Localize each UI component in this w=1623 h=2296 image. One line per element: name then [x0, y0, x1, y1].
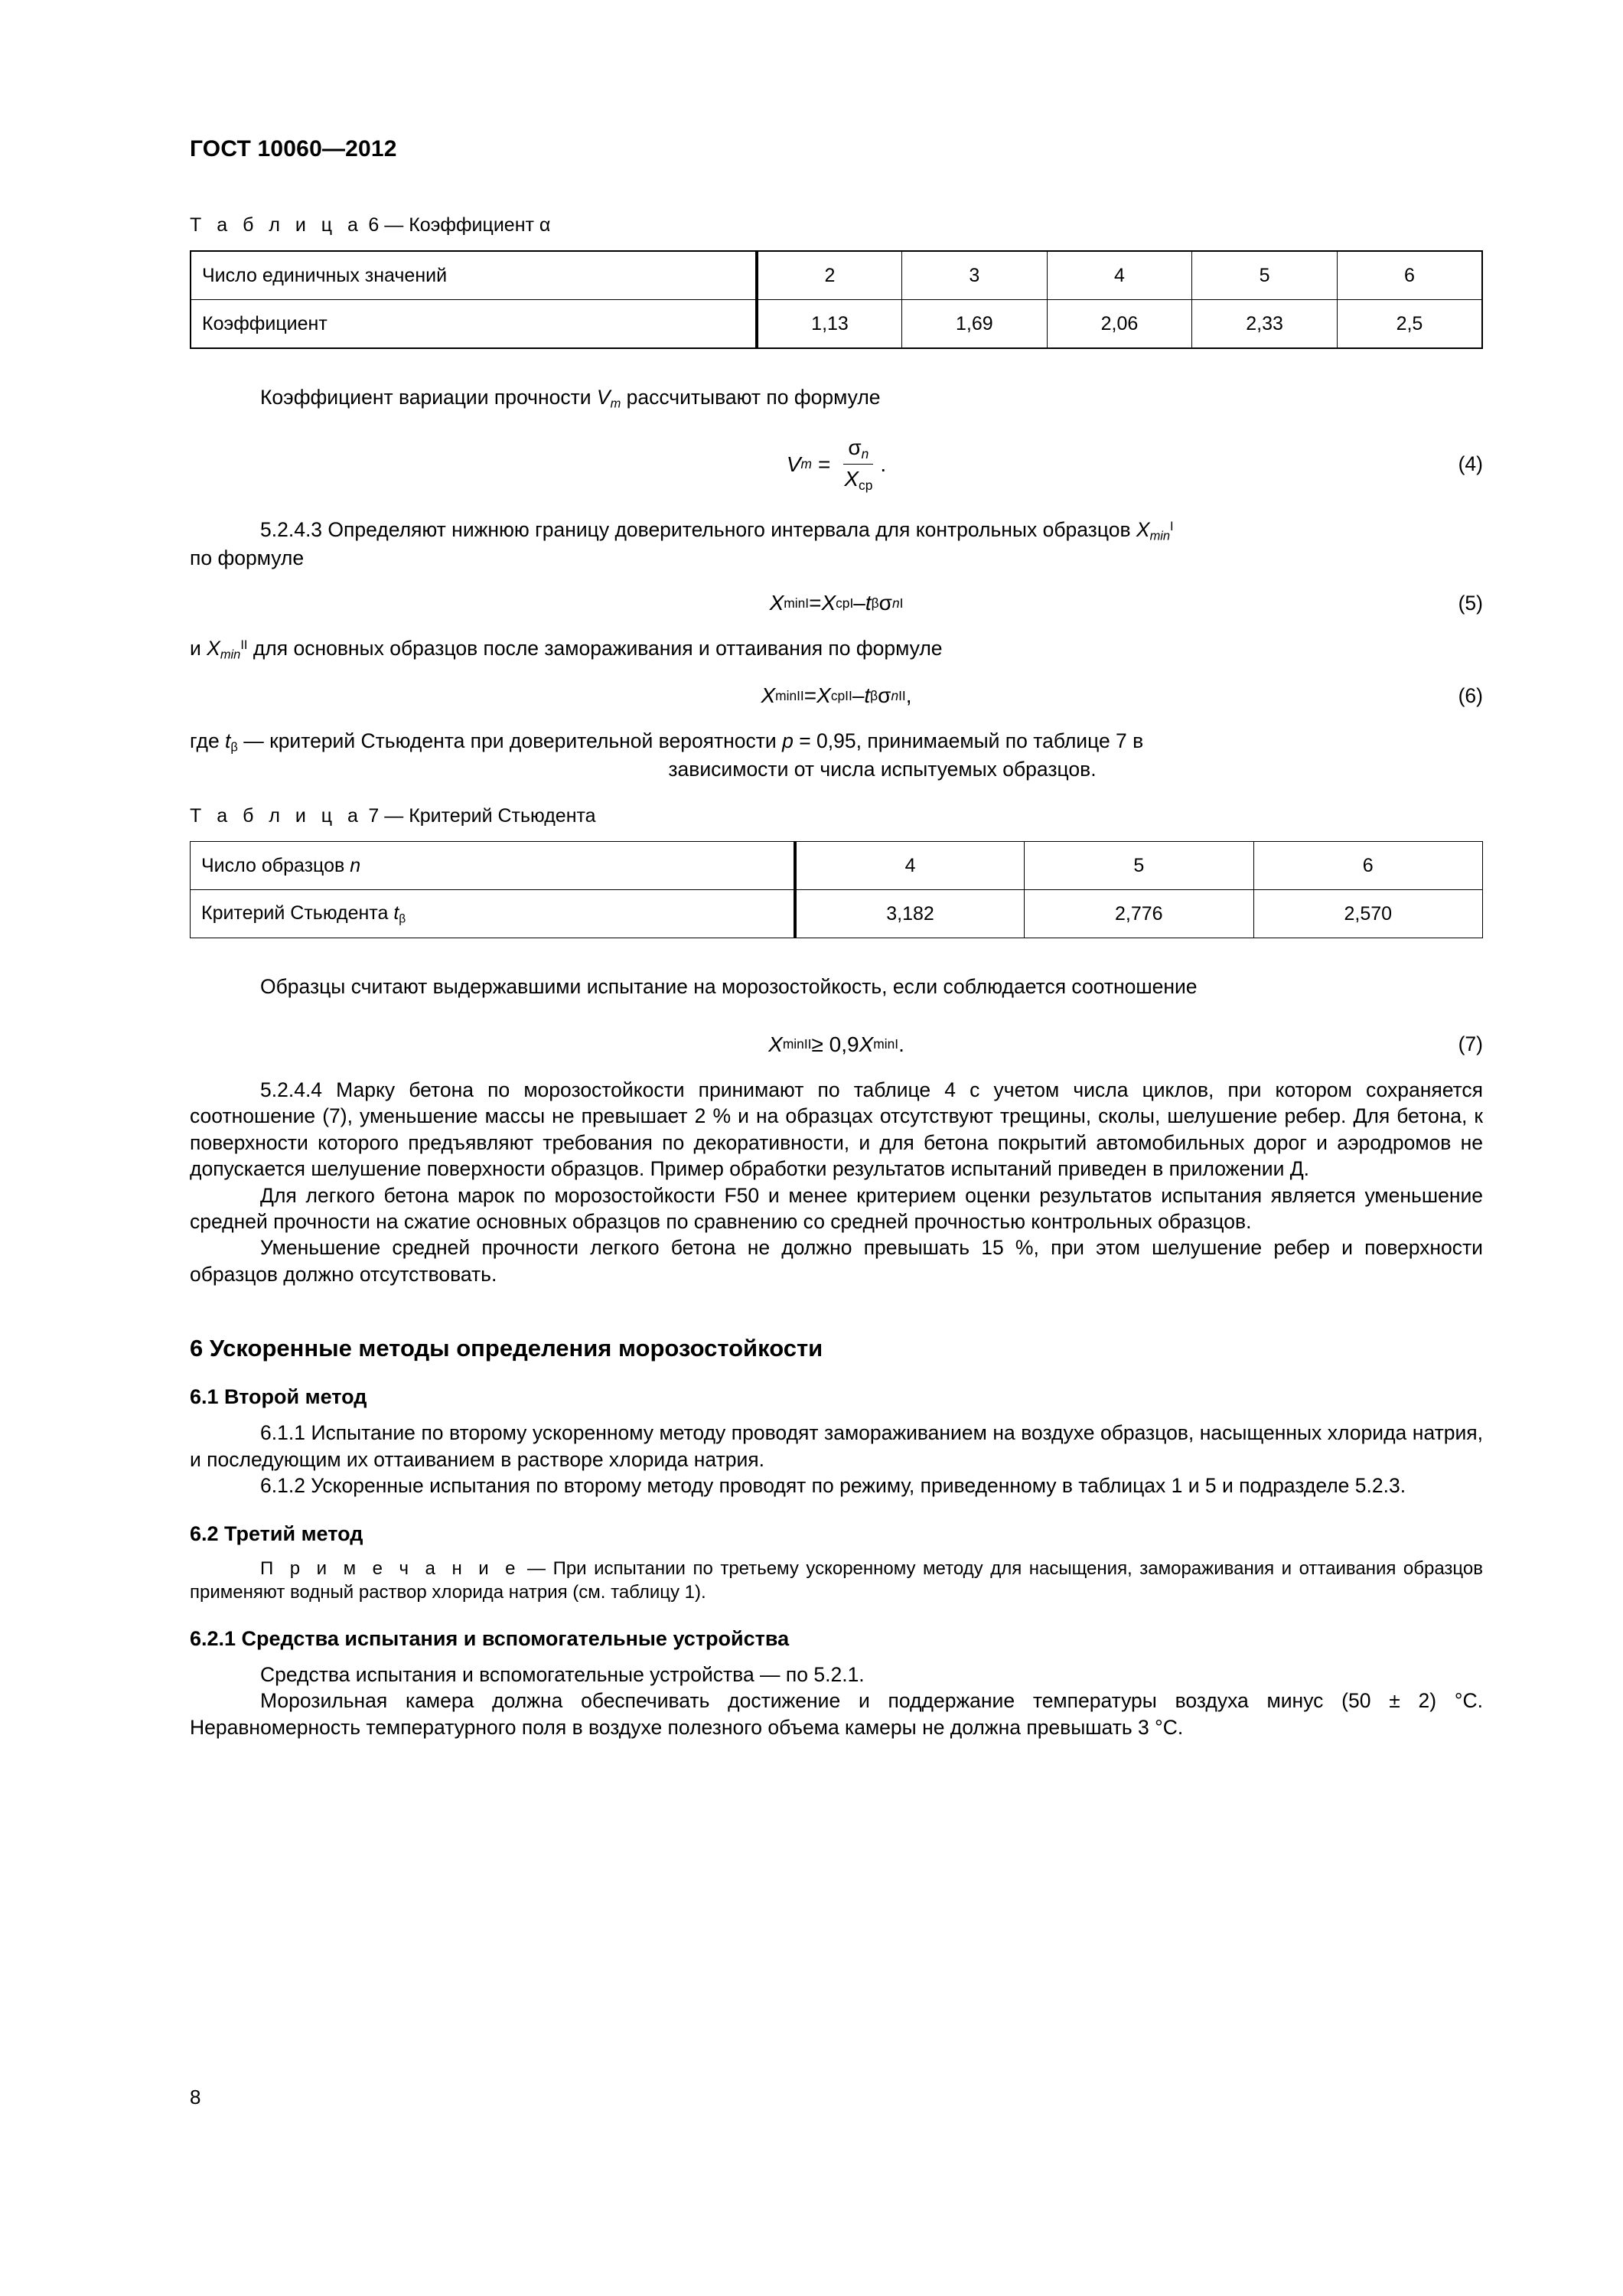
formula5-sigma-sup: I: [899, 595, 904, 611]
formula5-minus: –: [853, 591, 865, 615]
note-text: — При испытании по третьему ускоренному методу для насыщения, замораживания и оттаивания образцов применяют водный раствор хлорида натрия (см. таблицу 1).: [190, 1557, 1483, 1603]
formula7-x1: X: [768, 1032, 783, 1056]
where-text-b: — критерий Стьюдента при доверительной вероятности: [237, 729, 783, 753]
formula5-sigma: σ: [878, 591, 892, 615]
table6-r1-label: Коэффициент: [191, 300, 757, 349]
formula6-x2-sup: II: [845, 687, 852, 703]
paragraph-strength-reduction: Уменьшение средней прочности легкого бетона не должно превышать 15 %, при этом шелушение ребер и поверхности образцов должно отсутствовать.: [190, 1236, 1483, 1286]
table6-r0-c4: 6: [1337, 251, 1482, 300]
pand-x-sub: min: [220, 647, 241, 662]
p5243-symbol-x: [1136, 518, 1174, 541]
table7-caption-rest: 7 — Критерий Стьюдента: [363, 805, 596, 827]
table6-r1-c1: 1,69: [902, 300, 1048, 349]
table7-r1-c1: 2,776: [1025, 890, 1253, 938]
paragraph-6-2-1-means: Средства испытания и вспомогательные устройства — по 5.2.1.: [260, 1663, 865, 1687]
formula6-minus: –: [852, 683, 865, 708]
p5243-x-sub: min: [1149, 529, 1171, 543]
table7-r1-label-italic: t: [393, 902, 399, 924]
table6-caption: [190, 214, 1483, 236]
table-row: [191, 300, 1482, 349]
table6-r0-c1: 3: [902, 251, 1048, 300]
table7-r0-label: [191, 842, 796, 890]
formula4-x: X: [844, 466, 859, 491]
pand-symbol-x: [207, 637, 247, 660]
formula5-x2-sub: ср: [836, 595, 850, 611]
table6-r1-c0: 1,13: [757, 300, 902, 349]
table6-r0-c2: 4: [1047, 251, 1192, 300]
formula6-sigma-sup: II: [898, 687, 906, 703]
paragraph-samples-passed: Образцы считают выдержавшими испытание на морозостойкость, если соблюдается соотношение: [260, 975, 1198, 999]
paragraph-5-2-4-3: [190, 517, 1483, 571]
formula5-x2: X: [821, 591, 836, 615]
formula4-equals: =: [817, 452, 831, 476]
where-symbol-t: t: [225, 729, 231, 753]
formula5-t: t: [865, 591, 872, 615]
p5243-text-a: 5.2.4.3 Определяют нижнюю границу доверительного интервала для контрольных образцов: [260, 517, 1136, 541]
formula5-sigma-sub: n: [891, 595, 900, 611]
formula7-x2-sub: min: [873, 1036, 895, 1052]
formula6-x1: X: [761, 683, 776, 708]
formula4-number: (4): [1458, 452, 1483, 476]
formula6-sigma-sub: n: [891, 687, 899, 703]
note-third-method: [190, 1557, 1483, 1604]
formula7-x2-sup: I: [895, 1036, 899, 1052]
table7-r1-c2: 2,570: [1253, 890, 1482, 938]
formula6-t: t: [864, 683, 871, 708]
table7-r0-c1: 5: [1025, 842, 1253, 890]
table7-r0-c2: 6: [1253, 842, 1482, 890]
table6-r0-c0: 2: [757, 251, 902, 300]
table6-caption-prefix: Т а б л и ц а: [190, 214, 363, 236]
where-text-c: = 0,95, принимаемый по таблице 7 в: [793, 729, 1144, 753]
paragraph-6-2-1-chamber: Морозильная камера должна обеспечивать достижение и поддержание температуры воздуха минус (50 ± 2) °С. Неравномерность температурного поля в воздухе полезного объема камеры не должна превышать 3 °С.: [190, 1689, 1483, 1739]
heading-6-1: 6.1 Второй метод: [190, 1385, 367, 1409]
where-text-a: где: [190, 729, 226, 753]
formula6-sigma: σ: [878, 683, 891, 708]
heading-section-6: 6 Ускоренные методы определения морозостойкости: [190, 1335, 823, 1362]
formula-7: [190, 1023, 1483, 1066]
table6-r1-c3: 2,33: [1192, 300, 1338, 349]
paragraph-light-concrete: Для легкого бетона марок по морозостойкости F50 и менее критерием оценки результатов испытания является уменьшение средней прочности на сжатие основных образцов по сравнению со средней прочностью контрольных образцов.: [190, 1183, 1483, 1234]
where-symbol-t-sub: β: [230, 740, 238, 755]
formula6-t-sub: β: [870, 687, 878, 703]
formula4-sigma-sub: n: [861, 445, 869, 461]
formula-5: [190, 582, 1483, 625]
formula5-x1-sup: I: [805, 595, 810, 611]
formula4-lhs: V: [786, 452, 801, 476]
paragraph-variation-coefficient: [190, 384, 1483, 413]
table-row: [191, 251, 1482, 300]
formula7-x1-sup: II: [803, 1036, 812, 1052]
table6-r1-c4: 2,5: [1337, 300, 1482, 349]
formula4-numerator: [843, 435, 873, 465]
formula5-equals: =: [809, 591, 822, 615]
formula6-x1-sup: II: [797, 687, 804, 703]
formula6-x2-sub: ср: [830, 687, 846, 703]
formula5-t-sub: β: [871, 595, 879, 611]
table6-r1-c2: 2,06: [1047, 300, 1192, 349]
formula7-period: .: [898, 1032, 904, 1056]
heading-6-2: 6.2 Третий метод: [190, 1521, 363, 1545]
formula4-fraction: [839, 435, 877, 494]
variation-symbol-v: V: [596, 386, 611, 409]
paragraph-6-1-2: 6.1.2 Ускоренные испытания по второму методу проводят по режиму, приведенному в таблицах 1 и 5 и подразделе 5.2.3.: [260, 1474, 1406, 1498]
table-row: [191, 842, 1483, 890]
formula-6: [190, 674, 1483, 717]
formula4-sigma: σ: [848, 435, 862, 459]
variation-text-1: Коэффициент вариации прочности: [260, 386, 597, 409]
formula6-x2: X: [816, 683, 831, 708]
table6-caption-rest: 6 — Коэффициент α: [363, 214, 551, 236]
table7-r1-label-sub: β: [399, 912, 406, 926]
formula4-x-sub: ср: [859, 477, 873, 493]
p5243-text-b: по формуле: [190, 546, 305, 569]
table-row: [191, 890, 1483, 938]
formula6-x1-sub: min: [775, 687, 797, 703]
formula4-lhs-sub: m: [800, 456, 812, 472]
pand-text-a: и: [190, 637, 207, 660]
table-6: [190, 250, 1483, 349]
variation-text-2: рассчитывают по формуле: [621, 386, 881, 409]
formula7-ge: ≥ 0,9: [811, 1032, 859, 1056]
where-symbol-p: p: [782, 729, 794, 753]
formula6-number: (6): [1458, 683, 1483, 707]
table7-r0-c0: 4: [795, 842, 1024, 890]
table6-r0-label: Число единичных значений: [191, 251, 757, 300]
paragraph-where-continuation: зависимости от числа испытуемых образцов.: [668, 757, 1097, 781]
page-content: [190, 136, 1483, 1740]
table7-r1-label: [191, 890, 796, 938]
table7-caption-prefix: Т а б л и ц а: [190, 805, 363, 827]
formula4-period: .: [880, 452, 887, 476]
formula7-x1-sub: min: [782, 1036, 804, 1052]
document-header: ГОСТ 10060—2012: [190, 136, 397, 161]
formula7-x2: X: [859, 1032, 874, 1056]
table7-caption: [190, 805, 1483, 827]
formula6-equals: =: [803, 683, 817, 708]
formula5-x2-sup: I: [849, 595, 854, 611]
table6-r0-c3: 5: [1192, 251, 1338, 300]
heading-6-2-1: 6.2.1 Средства испытания и вспомогательные устройства: [190, 1627, 790, 1651]
note-prefix: П р и м е ч а н и е: [260, 1557, 520, 1579]
p5243-x-base: X: [1136, 517, 1150, 541]
page-number: 8: [190, 2086, 201, 2108]
pand-x-base: X: [207, 637, 220, 660]
paragraph-second-samples: [190, 635, 1483, 664]
paragraph-5-2-4-4: 5.2.4.4 Марку бетона по морозостойкости принимают по таблице 4 с учетом числа циклов, при котором сохраняется соотношение (7), уменьшение массы не превышает 2 % и на образцах отсутствуют трещины, сколы, шелушение ребер. Для бетона, к поверхности которого предъявляют требования по декоративности, и для бетона покрытий автомобильных дорог и аэродромов не допускается шелушение поверхности образцов. Пример обработки результатов испытаний приведен в приложении Д.: [190, 1078, 1483, 1181]
formula5-number: (5): [1458, 591, 1483, 615]
pand-x-sup: II: [240, 638, 248, 652]
pand-text-b: для основных образцов после замораживания и оттаивания по формуле: [247, 637, 943, 660]
formula-4: [190, 435, 1483, 494]
table7-r1-label-main: Критерий Стьюдента: [201, 902, 394, 924]
formula4-denominator: [839, 465, 877, 494]
variation-symbol-v-sub: m: [610, 396, 621, 411]
paragraph-6-1-1: 6.1.1 Испытание по второму ускоренному методу проводят замораживанием на воздухе образцов, насыщенных хлорида натрия, и последующим их оттаиванием в растворе хлорида натрия.: [190, 1421, 1483, 1471]
table-7: [190, 841, 1483, 938]
table7-r0-label-italic: n: [350, 854, 361, 876]
p5243-x-sup: I: [1170, 519, 1174, 533]
formula5-x1-sub: min: [784, 595, 806, 611]
formula7-number: (7): [1458, 1032, 1483, 1056]
formula6-comma: ,: [905, 683, 912, 708]
table7-r0-label-main: Число образцов: [201, 854, 350, 876]
formula5-x1: X: [769, 591, 784, 615]
table7-r1-c0: 3,182: [795, 890, 1024, 938]
paragraph-where-definition: [190, 728, 1483, 756]
